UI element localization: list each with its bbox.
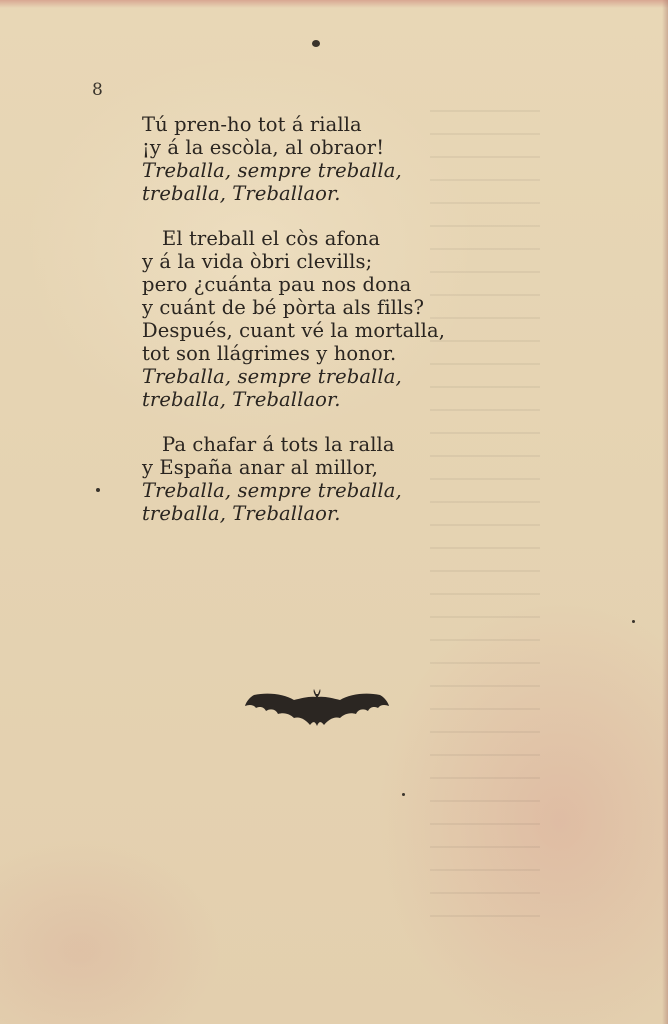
refrain-line: treballa, Treballaor. [142,502,341,525]
verse-line: Pa chafar á tots la ralla [162,433,395,456]
ink-speck [96,488,100,492]
bat-icon [244,688,390,728]
refrain-line: treballa, Treballaor. [142,182,341,205]
page-top-edge [0,0,668,8]
ink-speck [312,40,320,47]
stanza [142,433,582,525]
stanza [142,227,582,411]
verse-line: y á la vida òbri clevills; [142,250,373,273]
poem-text [142,113,582,547]
refrain-line: treballa, Treballaor. [142,388,341,411]
verse-line: tot son llágrimes y honor. [142,342,397,365]
verse-line: y España anar al millor, [142,456,379,479]
page-number: 8 [92,80,103,100]
ink-speck [632,620,635,623]
page-right-edge [662,0,668,1024]
verse-line: Después, cuant vé la mortalla, [142,319,445,342]
refrain-line: Treballa, sempre treballa, [142,365,402,388]
verse-line: y cuánt de bé pòrta als fills? [142,296,425,319]
verse-line: Tú pren-ho tot á rialla [142,113,362,136]
refrain-line: Treballa, sempre treballa, [142,159,402,182]
stanza [142,113,582,205]
verse-line: El treball el còs afona [162,227,381,250]
refrain-line: Treballa, sempre treballa, [142,479,402,502]
verse-line: pero ¿cuánta pau nos dona [142,273,412,296]
ink-speck [402,793,405,796]
verse-line: ¡y á la escòla, al obraor! [142,136,385,159]
